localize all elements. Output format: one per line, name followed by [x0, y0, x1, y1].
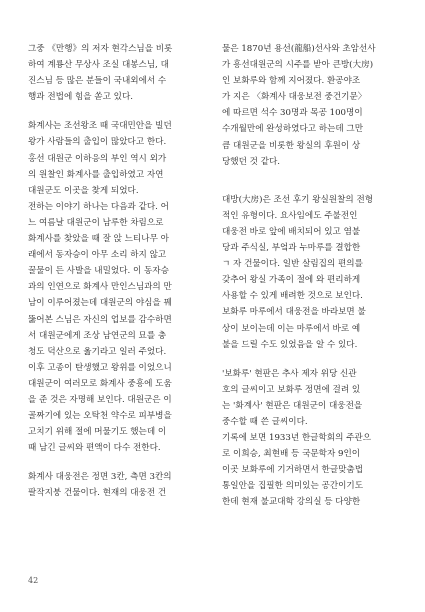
text-line: 호의 글씨이고 보화루 정면에 걸려 있 — [222, 384, 361, 395]
text-line: 왕가 사람들의 출입이 많았다고 한다. — [28, 137, 167, 148]
text-line: 상이 보이는데 이는 마루에서 바로 예 — [222, 323, 361, 334]
text-line: 전하는 이야기 하나는 다음과 같다. 어 — [28, 201, 169, 212]
text-line: 로 이희승, 최현배 등 국문학자 9인이 — [222, 449, 361, 460]
text-line: 팔작지붕 건물이다. 현재의 대웅전 건 — [28, 488, 167, 499]
text-line: 가 흥선대원군의 시주를 받아 큰방(大房) — [222, 60, 374, 71]
left-paragraph-3 — [28, 469, 198, 501]
paragraph-gap — [222, 353, 392, 366]
text-line: 이후 고종이 탄생했고 왕위를 이었으니 — [28, 362, 172, 373]
text-line: 홍선 대원군 이하응의 부인 역시 외가 — [28, 153, 167, 164]
text-line: 서 대원군에게 조상 남연군의 묘를 충 — [28, 330, 167, 341]
text-line: 때 남긴 글씨와 편액이 다수 전한다. — [28, 443, 161, 454]
left-column — [28, 41, 198, 502]
text-line: 당과 주식실, 부엌과 누마루를 결합한 — [222, 243, 361, 254]
left-paragraph-2 — [28, 118, 198, 456]
text-line: 화계사는 조선왕조 때 국대민안을 빌던 — [28, 121, 172, 132]
text-line: 그중 《만행》의 저자 현각스님을 비롯 — [28, 44, 173, 54]
text-line: 청도 덕산으로 옮기라고 일러 주었다. — [28, 346, 167, 357]
left-paragraph-1 — [28, 41, 198, 105]
text-line: 한데 현재 불교대학 강의실 등 다양한 — [222, 497, 361, 508]
text-line: 행과 전법에 힘을 쏟고 있다. — [28, 92, 133, 103]
text-line: 대웅전 바로 앞에 배치되어 있고 염불 — [222, 226, 361, 237]
right-paragraph-3 — [222, 366, 392, 511]
text-line: 수개월만에 완성하였다고 하는데 그만 — [222, 124, 364, 135]
text-line: 가 지은 〈화계사 대웅보전 중건기문〉 — [222, 92, 367, 103]
text-line: 고치기 위해 절에 머물기도 했는데 이 — [28, 427, 167, 438]
paragraph-gap — [28, 105, 198, 118]
text-line: 꿀물이 든 사발을 내밀었다. 이 동자승 — [28, 266, 169, 277]
paragraph-gap — [222, 170, 392, 183]
text-line: 큼 대원군을 비롯한 왕실의 후원이 상 — [222, 140, 361, 151]
text-line: 이곳 보화루에 기거하면서 한글맞춤법 — [222, 465, 364, 476]
text-line: 과의 인연으로 화계사 만인스님과의 만 — [28, 282, 172, 293]
text-line: 진스님 등 많은 분들이 국내외에서 수 — [28, 76, 167, 87]
text-line: 통일안을 집필한 의미있는 공간이기도 — [222, 481, 364, 492]
text-line: 보화루 마루에서 대웅전을 바라보면 불 — [222, 307, 366, 318]
text-line: 남이 이루어졌는데 대원군의 야심을 꿰 — [28, 298, 172, 309]
text-line: '보화루' 현판은 추사 제자 위당 신관 — [222, 368, 357, 379]
right-paragraph-1 — [222, 41, 392, 170]
text-line: 의 원찰인 화계사를 출입하였고 자연 — [28, 169, 164, 180]
text-line: 물은 1870년 용선(龍船)선사와 초암선사 — [222, 44, 376, 54]
paragraph-gap — [28, 456, 198, 469]
text-line: 불을 드릴 수도 있었음을 알 수 있다. — [222, 339, 358, 350]
text-line: 기록에 보면 1933년 한글학회의 주관으 — [222, 433, 372, 444]
text-line: 하여 계룡산 무상사 조실 대봉스님, 대 — [28, 60, 169, 71]
right-paragraph-2 — [222, 192, 392, 353]
right-column — [222, 41, 392, 511]
text-line: ㄱ 자 건물이다. 일반 살림집의 편의를 — [222, 259, 363, 270]
text-line: 을 준 것은 자명해 보인다. 대원군은 이 — [28, 394, 172, 405]
text-line: 화계사 대웅전은 정면 3칸, 측면 3칸의 — [28, 472, 172, 483]
page-number: 42 — [28, 576, 39, 585]
text-line: 중수할 때 쓴 글씨이다. — [222, 416, 308, 427]
paragraph-gap — [222, 183, 392, 192]
text-line: 인 보화루와 함께 지어졌다. 환공야조 — [222, 76, 361, 87]
text-line: 대방(大房)은 조선 후기 왕실원찰의 전형 — [222, 194, 374, 205]
text-line: 뚫어본 스님은 자신의 업보를 감수하면 — [28, 314, 172, 325]
text-line: 갖추어 왕실 가족이 절에 와 편리하게 — [222, 275, 361, 286]
text-line: 적인 유형이다. 요사임에도 주불전인 — [222, 210, 358, 221]
text-line: 에 따르면 석수 30명과 목공 100명이 — [222, 108, 363, 119]
text-line: 당했던 것 같다. — [222, 156, 281, 167]
text-line: 대원군이 여러모로 화계사 중흥에 도움 — [28, 378, 172, 389]
text-line: 느 여름날 대원군이 남루한 차림으로 — [28, 217, 164, 228]
text-line: 화계사를 찾았을 때 잘 앉 느티나무 아 — [28, 234, 169, 245]
text-line: 래에서 동자승이 아무 소리 하지 않고 — [28, 250, 167, 261]
text-line: 는 '화계사' 현판은 대원군이 대웅전을 — [222, 400, 363, 411]
text-line: 사용할 수 있게 배려한 것으로 보인다. — [222, 291, 363, 302]
text-line: 골짜기에 있는 오탁천 약수로 피부병을 — [28, 411, 172, 422]
text-line: 대원군도 이곳을 찾게 되었다. — [28, 185, 139, 196]
